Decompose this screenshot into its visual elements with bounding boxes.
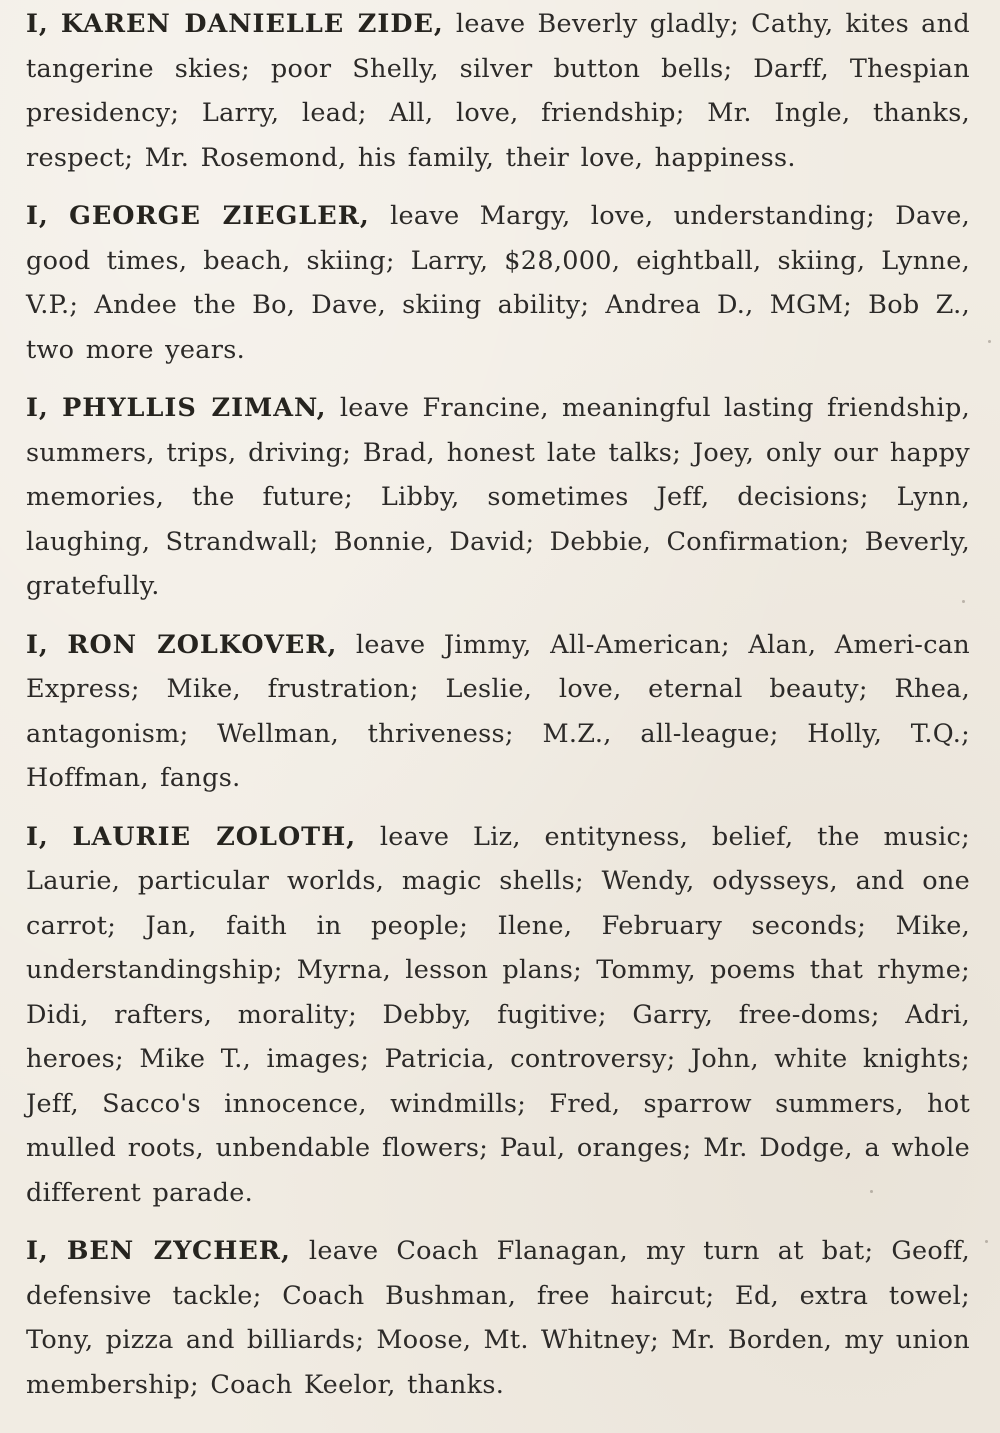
entry-text: leave Liz, entityness, belief, the music; Laurie, particular worlds, magic shells; Wendy, odysseys, and one carrot; Jan, faith in people; Ilene, February seconds; Mike, understandingship; Myrna, lesson plans; Tommy, poems that rhyme; Didi, rafters, morality; Debby, fugitive; Garry, free-doms; Adri, heroes; Mike T., images; Patricia, controversy; John, white knights; Jeff, Sacco's innocence, windmills; Fred, sparrow summers, hot mulled roots, unbendable flowers; Paul, oranges; Mr. Dodge, a whole different parade. [26, 821, 970, 1208]
will-entry-zycher [26, 1229, 970, 1407]
paper-speck [870, 1190, 873, 1193]
entry-intro: I, [26, 393, 49, 423]
entry-text: leave Coach Flanagan, my turn at bat; Geoff, defensive tackle; Coach Bushman, free haircut; Ed, extra towel; Tony, pizza and billiards; Moose, Mt. Whitney; Mr. Borden, my union membership; Coach Keelor, thanks. [26, 1236, 971, 1400]
paper-speck [988, 340, 991, 343]
entry-intro: I, [26, 821, 49, 852]
paper-speck [962, 600, 965, 603]
entry-intro: I, [26, 201, 49, 231]
paper-speck [955, 215, 958, 218]
entry-intro: I, [26, 9, 49, 39]
entry-name: KAREN DANIELLE ZIDE, [60, 9, 444, 39]
will-entry-zide [26, 2, 970, 180]
will-entry-zolkover [26, 623, 970, 801]
entry-name: GEORGE ZIEGLER, [69, 201, 370, 231]
entry-text: leave Francine, meaningful lasting friendship, summers, trips, driving; Brad, honest late talks; Joey, only our happy memories, the future; Libby, sometimes Jeff, decisions; Lynn, laughing, Strandwall; Bonnie, David; Debbie, Confirmation; Beverly, gratefully. [26, 393, 971, 601]
entry-name: PHYLLIS ZIMAN, [62, 393, 327, 423]
entry-text: leave Margy, love, understanding; Dave, good times, beach, skiing; Larry, $28,000, eightball, skiing, Lynne, V.P.; Andee the Bo, Dave, skiing ability; Andrea D., MGM; Bob Z., two more years. [26, 201, 971, 365]
will-entry-ziegler [26, 194, 970, 372]
entry-intro: I, [26, 1236, 49, 1266]
entry-text: leave Jimmy, All-American; Alan, Ameri-can Express; Mike, frustration; Leslie, love, eternal beauty; Rhea, antagonism; Wellman, thriveness; M.Z., all-league; Holly, T.Q.; Hoffman, fangs. [26, 629, 971, 793]
entry-intro: I, [26, 629, 49, 660]
will-entry-ziman [26, 386, 970, 609]
will-entry-zoloth [26, 815, 970, 1216]
entry-name: LAURIE ZOLOTH, [72, 821, 357, 852]
entry-name: RON ZOLKOVER, [67, 629, 338, 660]
entry-name: BEN ZYCHER, [66, 1236, 291, 1266]
paper-speck [985, 1240, 988, 1243]
entry-text: leave Beverly gladly; Cathy, kites and tangerine skies; poor Shelly, silver button bells; Darff, Thespian presidency; Larry, lead; All, love, friendship; Mr. Ingle, thanks, respect; Mr. Rosemond, his family, their love, happiness. [26, 9, 970, 173]
